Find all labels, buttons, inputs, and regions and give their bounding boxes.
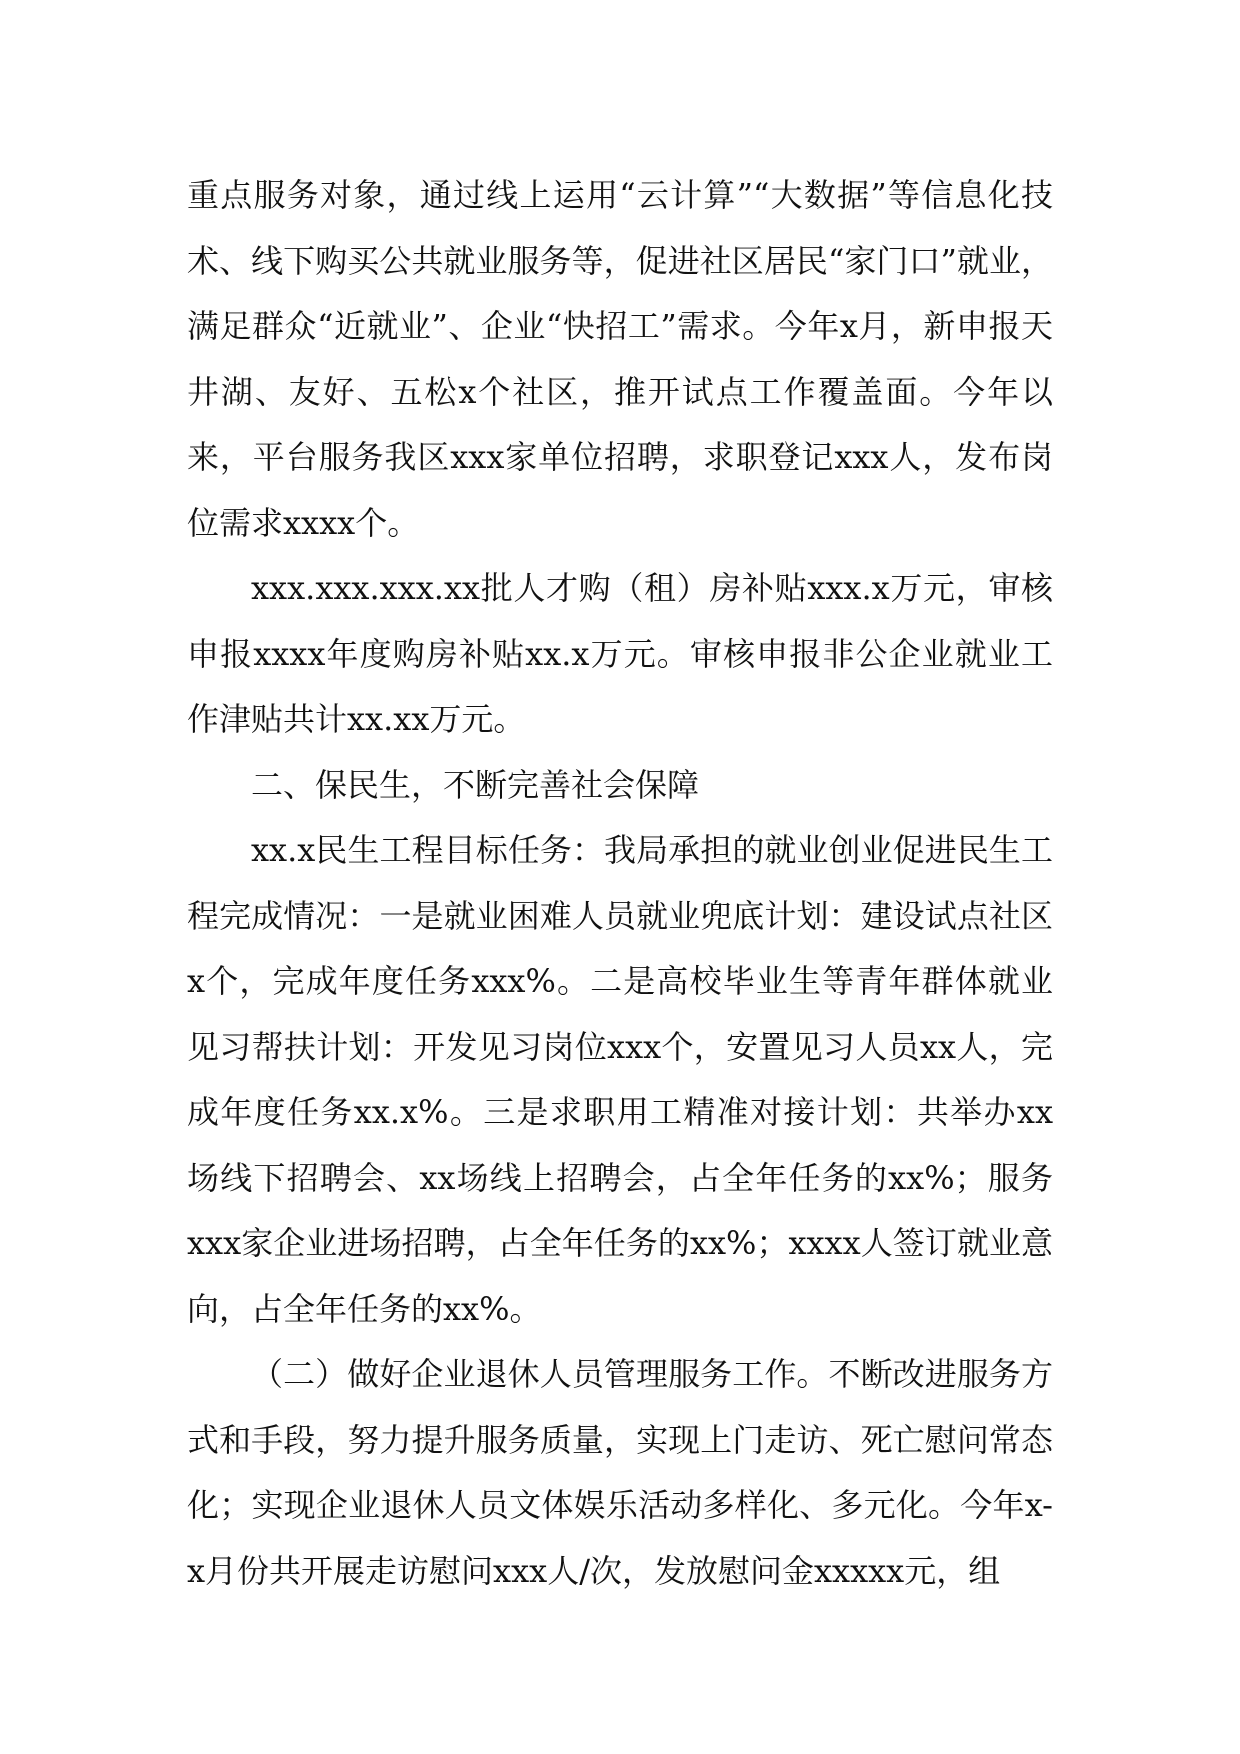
document-body (187, 163, 1053, 1604)
paragraph-livelihood-project: xx.x民生工程目标任务：我局承担的就业创业促进民生工程完成情况：一是就业困难人员就业兜底计划：建设试点社区x个，完成年度任务xxx%。二是高校毕业生等青年群体就业见习帮扶计划：开发见习岗位xxx个，安置见习人员xx人，完成年度任务xx.x%。三是求职用工精准对接计划：共举办xx场线下招聘会、xx场线上招聘会，占全年任务的xx%；服务xxx家企业进场招聘，占全年任务的xx%；xxxx人签订就业意向，占全年任务的xx%。 (187, 831, 1053, 1328)
paragraph-housing-subsidy: xxx.xxx.xxx.xx批人才购（租）房补贴xxx.x万元，审核申报xxxx年度购房补贴xx.x万元。审核申报非公企业就业工作津贴共计xx.xx万元。 (187, 569, 1053, 738)
paragraph-retiree-services: （二）做好企业退休人员管理服务工作。不断改进服务方式和手段，努力提升服务质量，实现上门走访、死亡慰问常态化；实现企业退休人员文体娱乐活动多样化、多元化。今年x-x月份共开展走访慰问xxx人/次，发放慰问金xxxxx元，组 (187, 1355, 1053, 1590)
paragraph-employment-services: 重点服务对象，通过线上运用“云计算”“大数据”等信息化技术、线下购买公共就业服务等，促进社区居民“家门口”就业，满足群众“近就业”、企业“快招工”需求。今年x月，新申报天井湖、友好、五松x个社区，推开试点工作覆盖面。今年以来，平台服务我区xxx家单位招聘，求职登记xxx人，发布岗位需求xxxx个。 (187, 176, 1053, 542)
section-heading-social-security: 二、保民生，不断完善社会保障 (251, 765, 700, 804)
